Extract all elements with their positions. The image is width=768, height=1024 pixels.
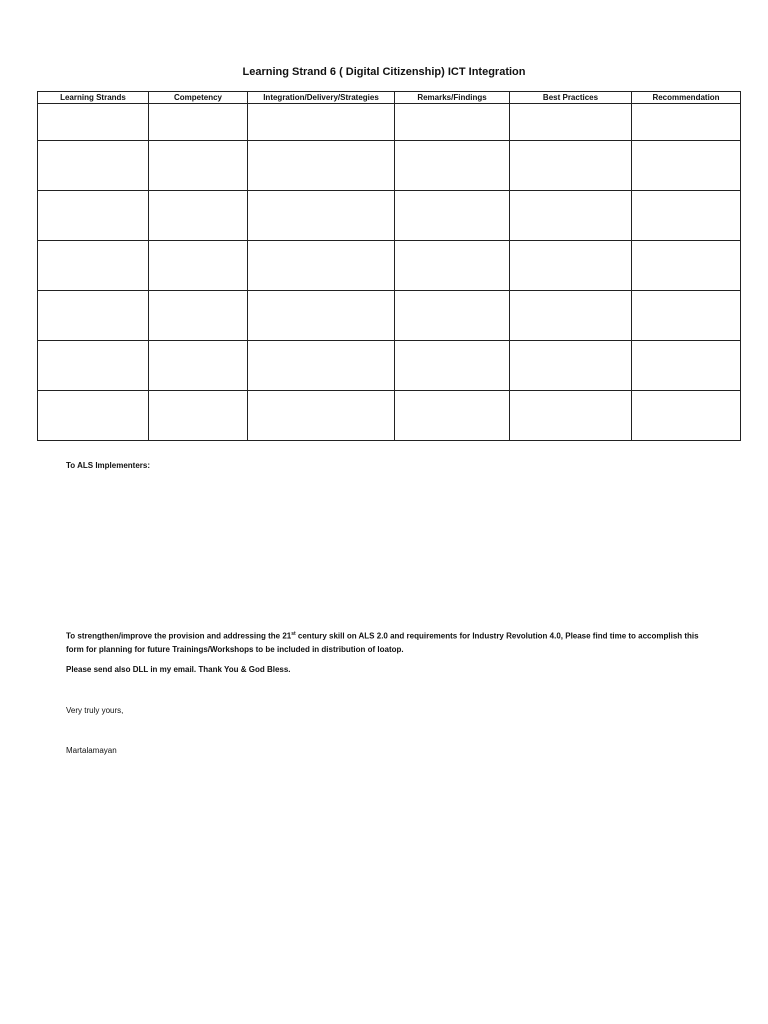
table-row [38, 341, 741, 391]
table-cell [149, 391, 248, 441]
table-cell [510, 104, 632, 141]
table-row [38, 104, 741, 141]
table-cell [395, 241, 510, 291]
table-cell [395, 191, 510, 241]
table-cell [38, 291, 149, 341]
table-cell [395, 391, 510, 441]
table-cell [632, 291, 741, 341]
table-cell [395, 141, 510, 191]
table-cell [248, 141, 395, 191]
header-competency: Competency [149, 92, 248, 104]
letter-paragraph-request [66, 628, 706, 656]
table-cell [632, 141, 741, 191]
table-cell [38, 241, 149, 291]
table-cell [38, 391, 149, 441]
table-cell [632, 104, 741, 141]
header-learning-strands: Learning Strands [38, 92, 149, 104]
table-cell [632, 191, 741, 241]
table-cell [510, 191, 632, 241]
table-cell [149, 291, 248, 341]
table-cell [395, 291, 510, 341]
ict-integration-table [37, 91, 741, 441]
table-cell [38, 191, 149, 241]
table-row [38, 141, 741, 191]
table-cell [510, 141, 632, 191]
table-cell [149, 241, 248, 291]
table-cell [248, 241, 395, 291]
header-integration-strategies: Integration/Delivery/Strategies [248, 92, 395, 104]
table-cell [149, 341, 248, 391]
table-cell [248, 291, 395, 341]
table-cell [149, 104, 248, 141]
table-cell [149, 191, 248, 241]
table-cell [510, 341, 632, 391]
table-cell [248, 191, 395, 241]
table-row [38, 391, 741, 441]
letter-closing: Very truly yours, [66, 706, 124, 715]
table-cell [632, 241, 741, 291]
table-cell [38, 141, 149, 191]
table-row [38, 291, 741, 341]
table-cell [395, 341, 510, 391]
header-best-practices: Best Practices [510, 92, 632, 104]
table-cell [38, 104, 149, 141]
table-row [38, 191, 741, 241]
document-title: Learning Strand 6 ( Digital Citizenship) ICT Integration [242, 66, 526, 78]
table-cell [632, 391, 741, 441]
ordinal-suffix: st [291, 631, 296, 637]
table-cell [510, 391, 632, 441]
table-cell [395, 104, 510, 141]
header-remarks-findings: Remarks/Findings [395, 92, 510, 104]
table-cell [248, 391, 395, 441]
table-cell [510, 291, 632, 341]
letter-signer: Martalamayan [66, 746, 117, 755]
letter-paragraph-dll: Please send also DLL in my email. Thank You & God Bless. [66, 665, 291, 674]
table-header-row [38, 92, 741, 104]
table-cell [632, 341, 741, 391]
table-cell [149, 141, 248, 191]
table-cell [248, 341, 395, 391]
table-row [38, 241, 741, 291]
table-cell [248, 104, 395, 141]
table-cell [38, 341, 149, 391]
letter-salutation: To ALS Implementers: [66, 461, 151, 470]
paragraph-text-end: century skill on ALS 2.0 and requirements for Industry Revolution 4.0, Please find time to accomplish this form for planning for future Trainings/Workshops to be included in distribution of loatop. [66, 631, 699, 654]
table-cell [510, 241, 632, 291]
header-recommendation: Recommendation [632, 92, 741, 104]
paragraph-text-start: To strengthen/improve the provision and addressing the 21 [66, 631, 292, 641]
